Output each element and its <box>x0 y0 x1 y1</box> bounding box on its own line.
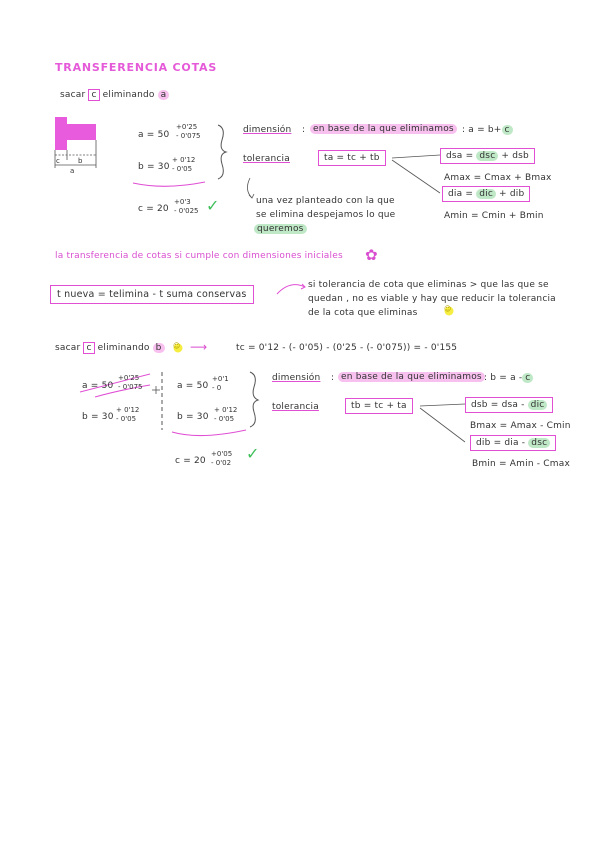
diagram-label-c: c <box>56 157 61 165</box>
dia-suffix: + dib <box>499 189 525 199</box>
eq2-c-tol-down: - 0'02 <box>211 459 232 467</box>
right-a-tol-down: - 0 <box>212 384 222 392</box>
page-title: TRANSFERENCIA COTAS <box>55 61 218 74</box>
tol-box: ta = tc + tb <box>318 150 386 166</box>
eq2-c-tol-up: +0'05 <box>211 450 233 458</box>
dim-eq-var: c <box>502 125 513 135</box>
dsa-box <box>440 148 535 164</box>
heading-mid: eliminando <box>102 90 155 100</box>
diagram-label-a: a <box>70 167 75 175</box>
eq-c-tol-up: +0'3 <box>174 198 191 206</box>
dsb-prefix: dsb = dsa - <box>471 400 525 410</box>
eq-c: c = 20 <box>138 204 169 214</box>
right-b-tol-up: + 0'12 <box>214 406 238 414</box>
dsa-hl: dsc <box>476 151 498 161</box>
eq-a-tol-up: +0'25 <box>176 123 198 131</box>
dim2-eq-text: : b = a - <box>484 373 523 383</box>
right-a-tol-up: +0'1 <box>212 375 229 383</box>
dim-highlight: en base de la que eliminamos <box>310 124 457 134</box>
dib-hl: dsc <box>528 438 550 448</box>
bmax: Bmax = Amax - Cmin <box>470 421 571 431</box>
check2-icon: ✓ <box>246 444 260 463</box>
part-small-block <box>67 124 96 140</box>
smiley2-icon: ☺ <box>173 342 181 350</box>
right-b-tol-down: - 0'05 <box>214 415 235 423</box>
amin: Amin = Cmin + Bmin <box>444 211 544 221</box>
dib-box <box>470 435 556 451</box>
heading2-var-b: b <box>153 343 165 353</box>
eq-b-tol-down: - 0'05 <box>172 165 193 173</box>
note1-line2: se elimina despejamos lo que <box>256 210 396 220</box>
eq-c-tol-down: - 0'025 <box>174 207 199 215</box>
dim2-label: dimensión <box>272 373 321 383</box>
smiley-icon: ☺ <box>444 305 452 313</box>
dim-colon: : <box>302 125 306 135</box>
right-b: b = 30 <box>177 412 209 422</box>
left-b-tol-down: - 0'05 <box>116 415 137 423</box>
flower-icon: ✿ <box>365 246 378 264</box>
section2-heading <box>55 343 165 353</box>
heading-var-c: c <box>88 89 99 101</box>
rule-note-line2: quedan , no es viable y hay que reducir la tolerancia <box>308 294 556 304</box>
dsa-suffix: + dsb <box>501 151 529 161</box>
dim-eq-text: : a = b+ <box>462 125 502 135</box>
tol2-label: tolerancia <box>272 402 319 412</box>
dia-box <box>442 186 530 202</box>
rule-note-line1: si tolerancia de cota que eliminas > que las que se <box>308 280 549 290</box>
note1-line1: una vez planteado con la que <box>256 196 395 206</box>
heading-var-a: a <box>158 90 170 100</box>
heading2-mid: eliminando <box>97 343 150 353</box>
heading2-prefix: sacar <box>55 343 81 353</box>
part-big-block <box>55 117 67 150</box>
eq-b: b = 30 <box>138 162 170 172</box>
dsb-box <box>465 397 553 413</box>
eq-a-tol-down: - 0'075 <box>176 132 201 140</box>
dib-prefix: dib = dia - <box>476 438 526 448</box>
left-a-tol-down: - 0'075 <box>118 383 143 391</box>
dim2-highlight: en base de la que eliminamos <box>338 372 485 382</box>
dim-label: dimensión <box>243 125 292 135</box>
rule-note-line3: de la cota que eliminas <box>308 308 418 318</box>
left-b: b = 30 <box>82 412 114 422</box>
eq-b-tol-up: + 0'12 <box>172 156 196 164</box>
dim-eq <box>462 125 513 135</box>
dim2-eq-var: c <box>522 373 533 383</box>
rule-box: t nueva = telimina - t suma conservas <box>50 285 254 304</box>
tc-equation: tc = 0'12 - (- 0'05) - (0'25 - (- 0'075)) = - 0'155 <box>236 343 458 353</box>
dsa-prefix: dsa = <box>446 151 474 161</box>
note1-line3: queremos <box>254 224 307 234</box>
rule-line: la transferencia de cotas si cumple con dimensiones iniciales <box>55 251 343 261</box>
tol2-box: tb = tc + ta <box>345 398 413 414</box>
dia-prefix: dia = <box>448 189 474 199</box>
eq-a: a = 50 <box>138 130 170 140</box>
left-a-tol-up: +0'25 <box>118 374 140 382</box>
check-icon: ✓ <box>206 196 220 215</box>
left-a: a = 50 <box>82 381 114 391</box>
heading-prefix: sacar <box>60 90 86 100</box>
arrow-icon: ⟶ <box>190 340 208 354</box>
dsb-hl: dic <box>528 400 548 410</box>
dim2-colon: : <box>331 373 335 383</box>
bmin: Bmin = Amin - Cmax <box>472 459 570 469</box>
eq2-c: c = 20 <box>175 456 206 466</box>
amax: Amax = Cmax + Bmax <box>444 173 552 183</box>
dim2-eq <box>484 373 533 383</box>
heading2-var-c: c <box>83 342 94 354</box>
left-b-tol-up: + 0'12 <box>116 406 140 414</box>
tol-label: tolerancia <box>243 154 290 164</box>
dia-hl: dic <box>476 189 496 199</box>
right-a: a = 50 <box>177 381 209 391</box>
diagram-label-b: b <box>78 157 83 165</box>
